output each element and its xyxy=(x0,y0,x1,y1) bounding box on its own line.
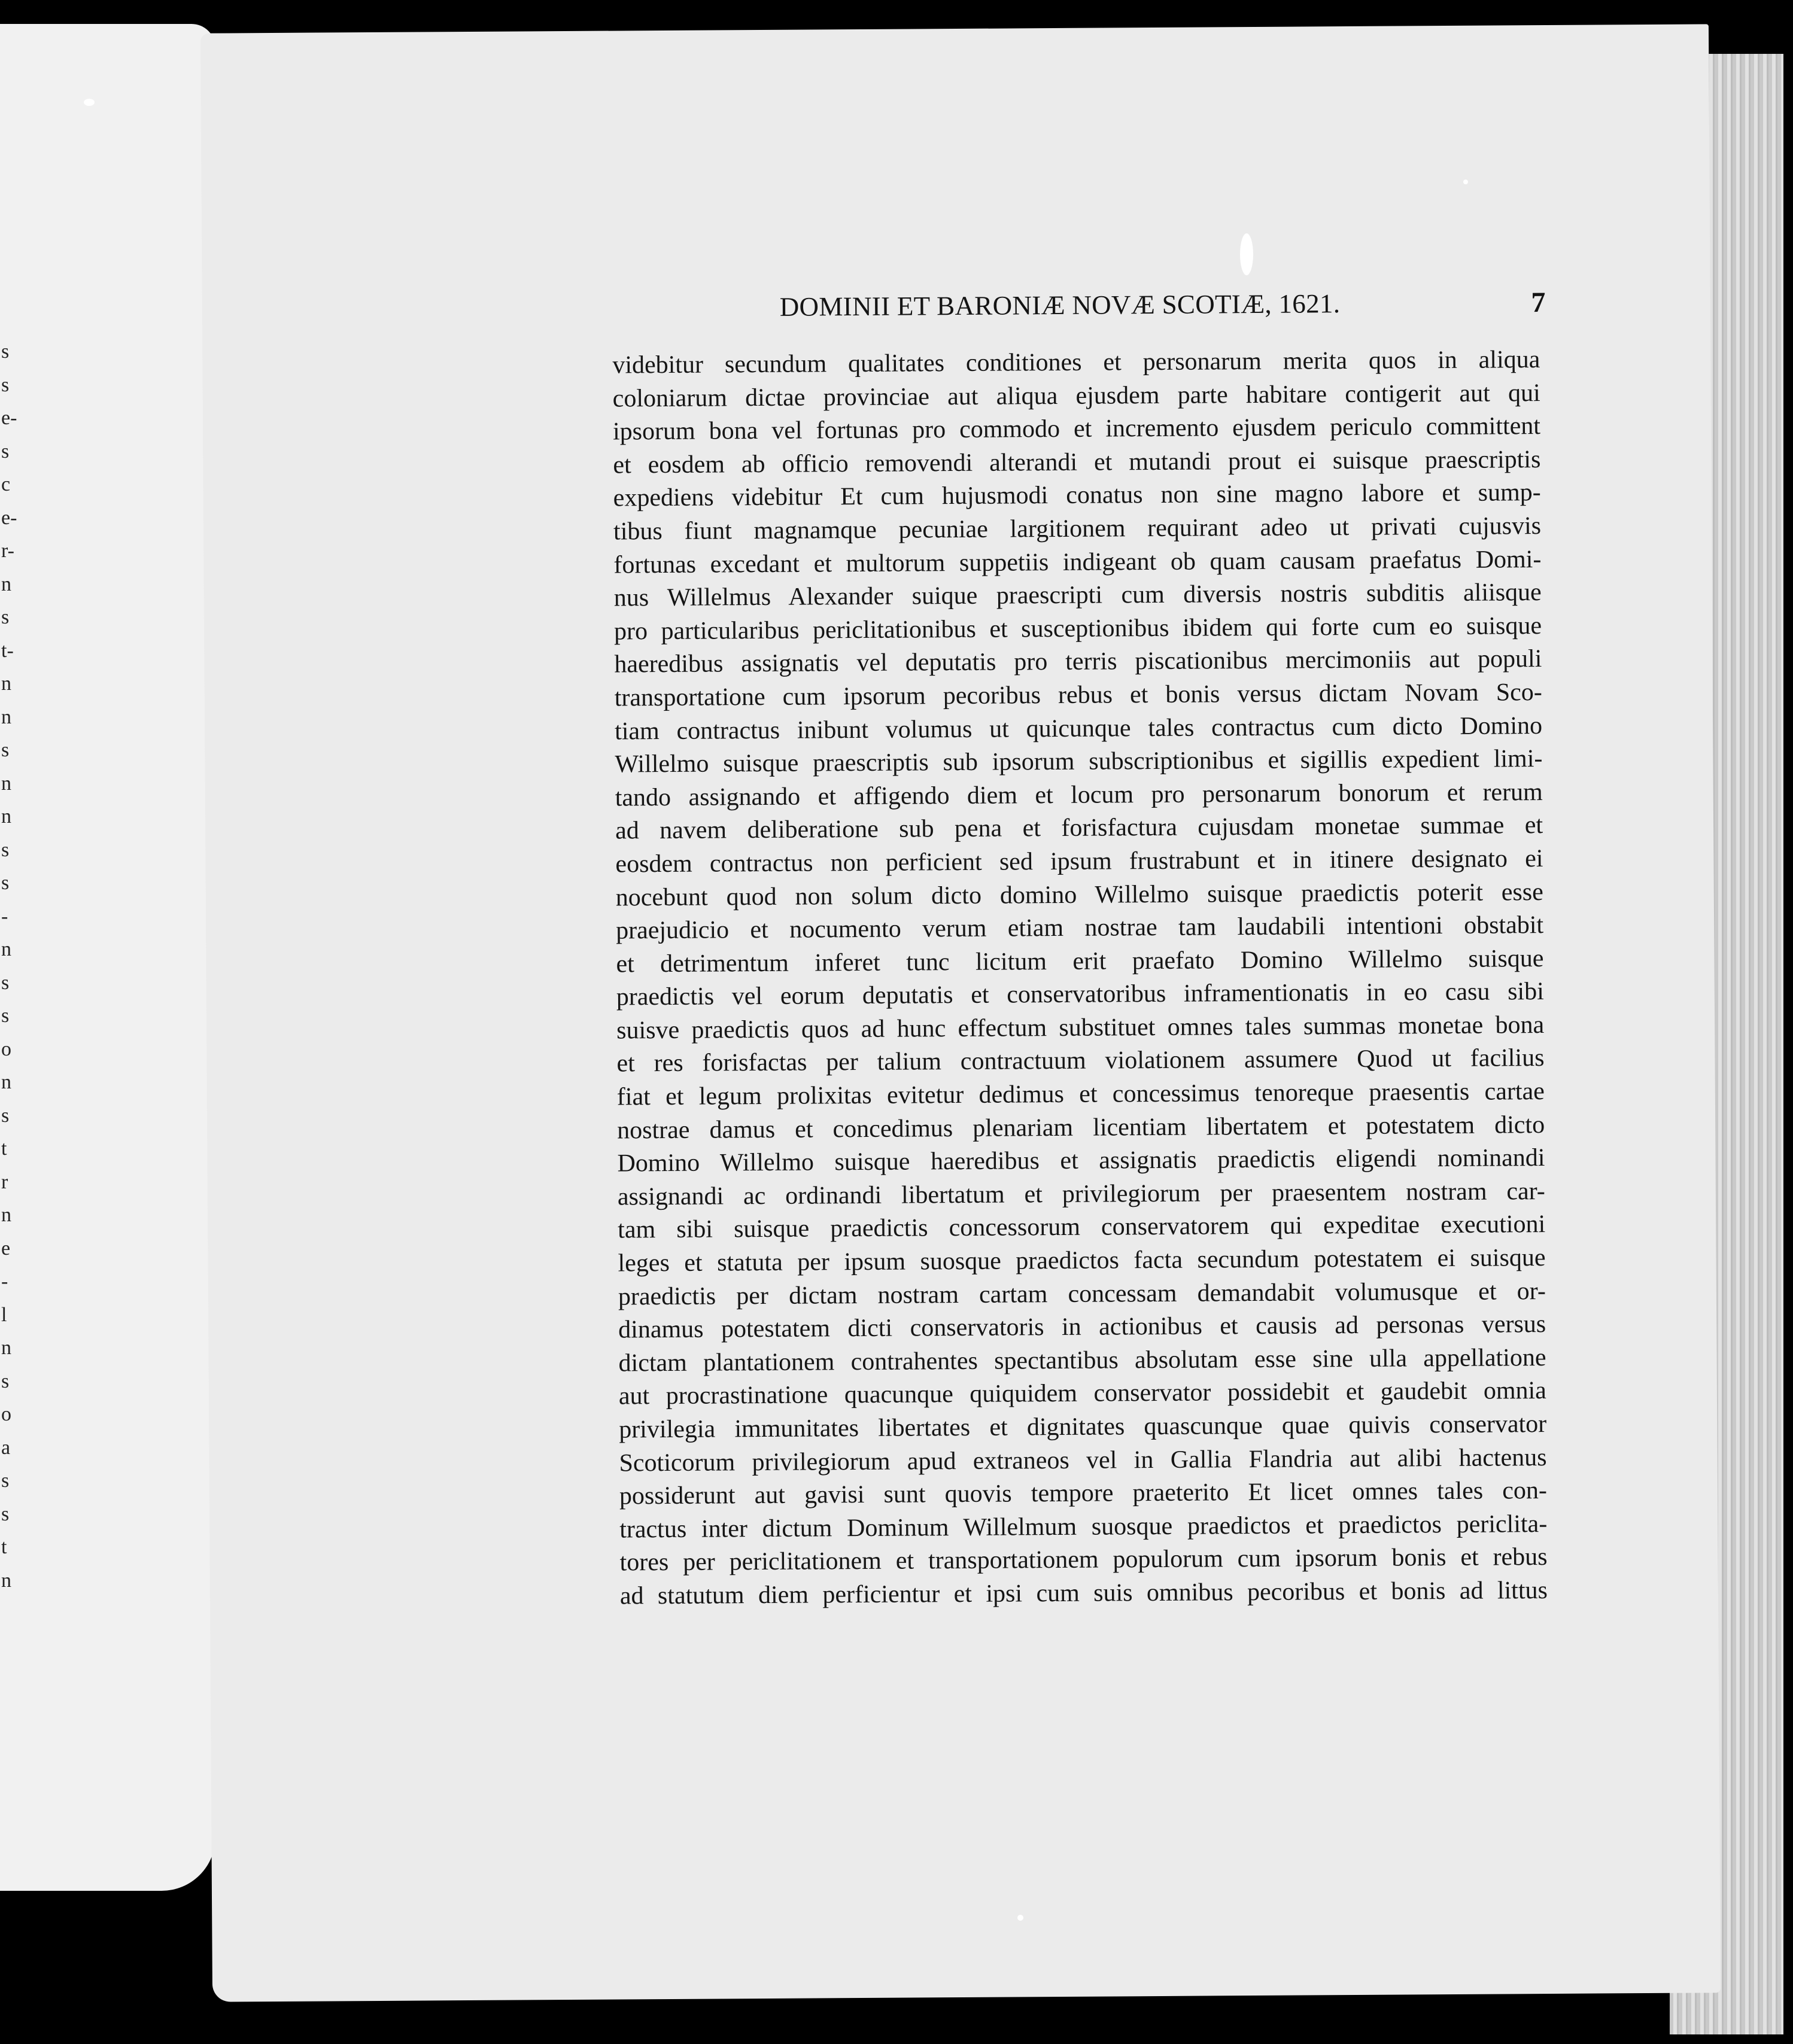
margin-fragment: a xyxy=(1,1436,11,1459)
page-number: 7 xyxy=(1531,286,1546,318)
margin-fragment: s xyxy=(1,1370,10,1392)
margin-fragment: s xyxy=(1,739,10,761)
text-line: expediens videbitur Et cum hujusmodi conatus non sine magno labore et sump- xyxy=(613,479,1541,512)
text-line: eosdem contractus non perficient sed ipsum frustrabunt et in itinere designato ei xyxy=(615,844,1543,878)
margin-fragment: l xyxy=(1,1303,7,1326)
text-line: et eosdem ab officio removendi alterandi et mutandi prout ei suisque praescriptis xyxy=(613,445,1541,479)
margin-fragment: n xyxy=(1,805,11,828)
text-line: et res forisfactas per talium contractuum violationem assumere Quod ut facilius xyxy=(616,1044,1545,1078)
text-line: praedictis per dictam nostram cartam concessam demandabit volumusque et or- xyxy=(618,1277,1546,1311)
margin-fragment: s xyxy=(1,838,10,861)
text-line: fiat et legum prolixitas evitetur dedimus et concessimus tenoreque praesentis cartae xyxy=(616,1078,1545,1111)
text-line: nostrae damus et concedimus plenariam licentiam libertatem et potestatem dicto xyxy=(617,1111,1545,1145)
margin-fragment: o xyxy=(1,1403,11,1425)
margin-fragment: s xyxy=(1,1005,10,1027)
margin-fragment: n xyxy=(1,673,11,695)
text-line: Domino Willelmo suisque haeredibus et assignatis praedictis eligendi nominandi xyxy=(617,1144,1545,1178)
margin-fragment: r xyxy=(1,1170,8,1193)
text-line: tractus inter dictum Dominum Willelmum suosque praedictos et praedictos periclita- xyxy=(619,1510,1548,1544)
margin-fragment: t- xyxy=(1,639,14,662)
margin-fragment: s xyxy=(1,373,10,396)
text-line: tando assignando et affigendo diem et locum pro personarum bonorum et rerum xyxy=(615,778,1543,812)
text-line: haeredibus assignatis vel deputatis pro terris piscationibus mercimoniis aut populi xyxy=(614,645,1542,679)
text-line: privilegia immunitates libertates et dignitates quascunque quae quivis conservator xyxy=(619,1410,1547,1444)
margin-fragment: n xyxy=(1,1569,11,1592)
scan-speck xyxy=(1017,1915,1023,1921)
margin-fragment: e- xyxy=(1,407,17,429)
text-line: Willelmo suisque praescriptis sub ipsorum subscriptionibus et sigillis expedient limi- xyxy=(615,745,1543,778)
text-line: dictam plantationem contrahentes spectantibus absolutam esse sine ulla appellatione xyxy=(618,1343,1546,1377)
body-text xyxy=(612,343,1548,1613)
margin-fragment: t xyxy=(1,1536,7,1558)
text-line: aut procrastinatione quacunque quiquidem conservator possidebit et gaudebit omnia xyxy=(618,1377,1547,1410)
text-line: tores per periclitationem et transportationem populorum cum ipsorum bonis et rebus xyxy=(619,1543,1548,1577)
margin-fragment: s xyxy=(1,1502,10,1525)
text-line: leges et statuta per ipsum suosque praedictos facta secundum potestatem ei suisque xyxy=(618,1244,1546,1278)
margin-fragment: s xyxy=(1,971,10,994)
margin-fragment: n xyxy=(1,938,11,960)
margin-fragment: n xyxy=(1,1071,11,1093)
scan-speck xyxy=(84,99,95,106)
text-line: fortunas excedant et multorum suppetiis indigeant ob quam causam praefatus Domi- xyxy=(613,545,1542,579)
margin-fragment: o xyxy=(1,1038,11,1060)
text-line: assignandi ac ordinandi libertatum et privilegiorum per praesentem nostram car- xyxy=(617,1177,1545,1211)
scan-speck xyxy=(1463,180,1468,184)
text-line: transportatione cum ipsorum pecoribus rebus et bonis versus dictam Novam Sco- xyxy=(614,678,1542,712)
text-line: praedictis vel eorum deputatis et conservatoribus inframentionatis in eo casu sibi xyxy=(616,978,1544,1011)
margin-fragment: n xyxy=(1,1204,11,1226)
text-line: praejudicio et nocumento verum etiam nostrae tam laudabili intentioni obstabit xyxy=(616,911,1544,945)
book-page xyxy=(200,24,1721,2002)
running-header xyxy=(780,278,1546,331)
margin-fragment: s xyxy=(1,440,10,463)
margin-fragment: - xyxy=(1,1270,8,1292)
text-line: dinamus potestatem dicti conservatoris in actionibus et causis ad personas versus xyxy=(618,1310,1546,1344)
facing-page-left xyxy=(0,24,215,1891)
margin-fragment: r- xyxy=(1,540,14,562)
margin-fragment: c xyxy=(1,473,11,495)
text-line: pro particularibus periclitationibus et susceptionibus ibidem qui forte cum eo suisque xyxy=(613,612,1542,646)
text-line: tiam contractus inibunt volumus ut quicunque tales contractus cum dicto Domino xyxy=(614,711,1543,746)
text-line: ad navem deliberatione sub pena et forisfactura cujusdam monetae summae et xyxy=(615,811,1543,845)
margin-fragment: - xyxy=(1,905,8,927)
scan-speck xyxy=(1240,233,1253,275)
margin-fragment: n xyxy=(1,1337,11,1359)
text-line: Scoticorum privilegiorum apud extraneos vel in Gallia Flandria aut alibi hactenus xyxy=(619,1443,1547,1477)
margin-fragment: n xyxy=(1,772,11,795)
text-line: et detrimentum inferet tunc licitum erit praefato Domino Willelmo suisque xyxy=(616,944,1544,978)
text-line: ipsorum bona vel fortunas pro commodo et incremento ejusdem periculo committent xyxy=(612,412,1541,446)
margin-fragment: t xyxy=(1,1137,7,1160)
margin-fragment: e xyxy=(1,1237,11,1260)
text-line: coloniarum dictae provinciae aut aliqua ejusdem parte habitare contigerit aut qui xyxy=(612,379,1540,413)
running-header-title: DOMINII ET BARONIÆ NOVÆ SCOTIÆ, 1621. xyxy=(779,288,1341,322)
text-line: videbitur secundum qualitates conditiones et personarum merita quos in aliqua xyxy=(612,346,1540,379)
margin-fragment: s xyxy=(1,872,10,894)
margin-fragment: n xyxy=(1,573,11,595)
text-line: nus Willelmus Alexander suique praescripti cum diversis nostris subditis aliisque xyxy=(613,579,1542,612)
facing-page-margin-fragments xyxy=(0,335,17,1597)
text-line: tibus fiunt magnamque pecuniae largitionem requirant adeo ut privati cujusvis xyxy=(613,512,1542,546)
text-line: nocebunt quod non solum dicto domino Willelmo suisque praedictis poterit esse xyxy=(615,878,1543,912)
margin-fragment: n xyxy=(1,705,11,728)
margin-fragment: s xyxy=(1,1470,10,1492)
text-line: possiderunt aut gavisi sunt quovis tempore praeterito Et licet omnes tales con- xyxy=(619,1477,1548,1510)
margin-fragment: s xyxy=(1,340,10,363)
margin-fragment: s xyxy=(1,606,10,628)
text-line: ad statutum diem perficientur et ipsi cum suis omnibus pecoribus et bonis ad littus xyxy=(619,1576,1548,1610)
text-line: suisve praedictis quos ad hunc effectum substituet omnes tales summas monetae bona xyxy=(616,1011,1545,1045)
margin-fragment: s xyxy=(1,1104,10,1127)
margin-fragment: e- xyxy=(1,506,17,529)
text-line: tam sibi suisque praedictis concessorum conservatorem qui expeditae executioni xyxy=(618,1210,1546,1244)
